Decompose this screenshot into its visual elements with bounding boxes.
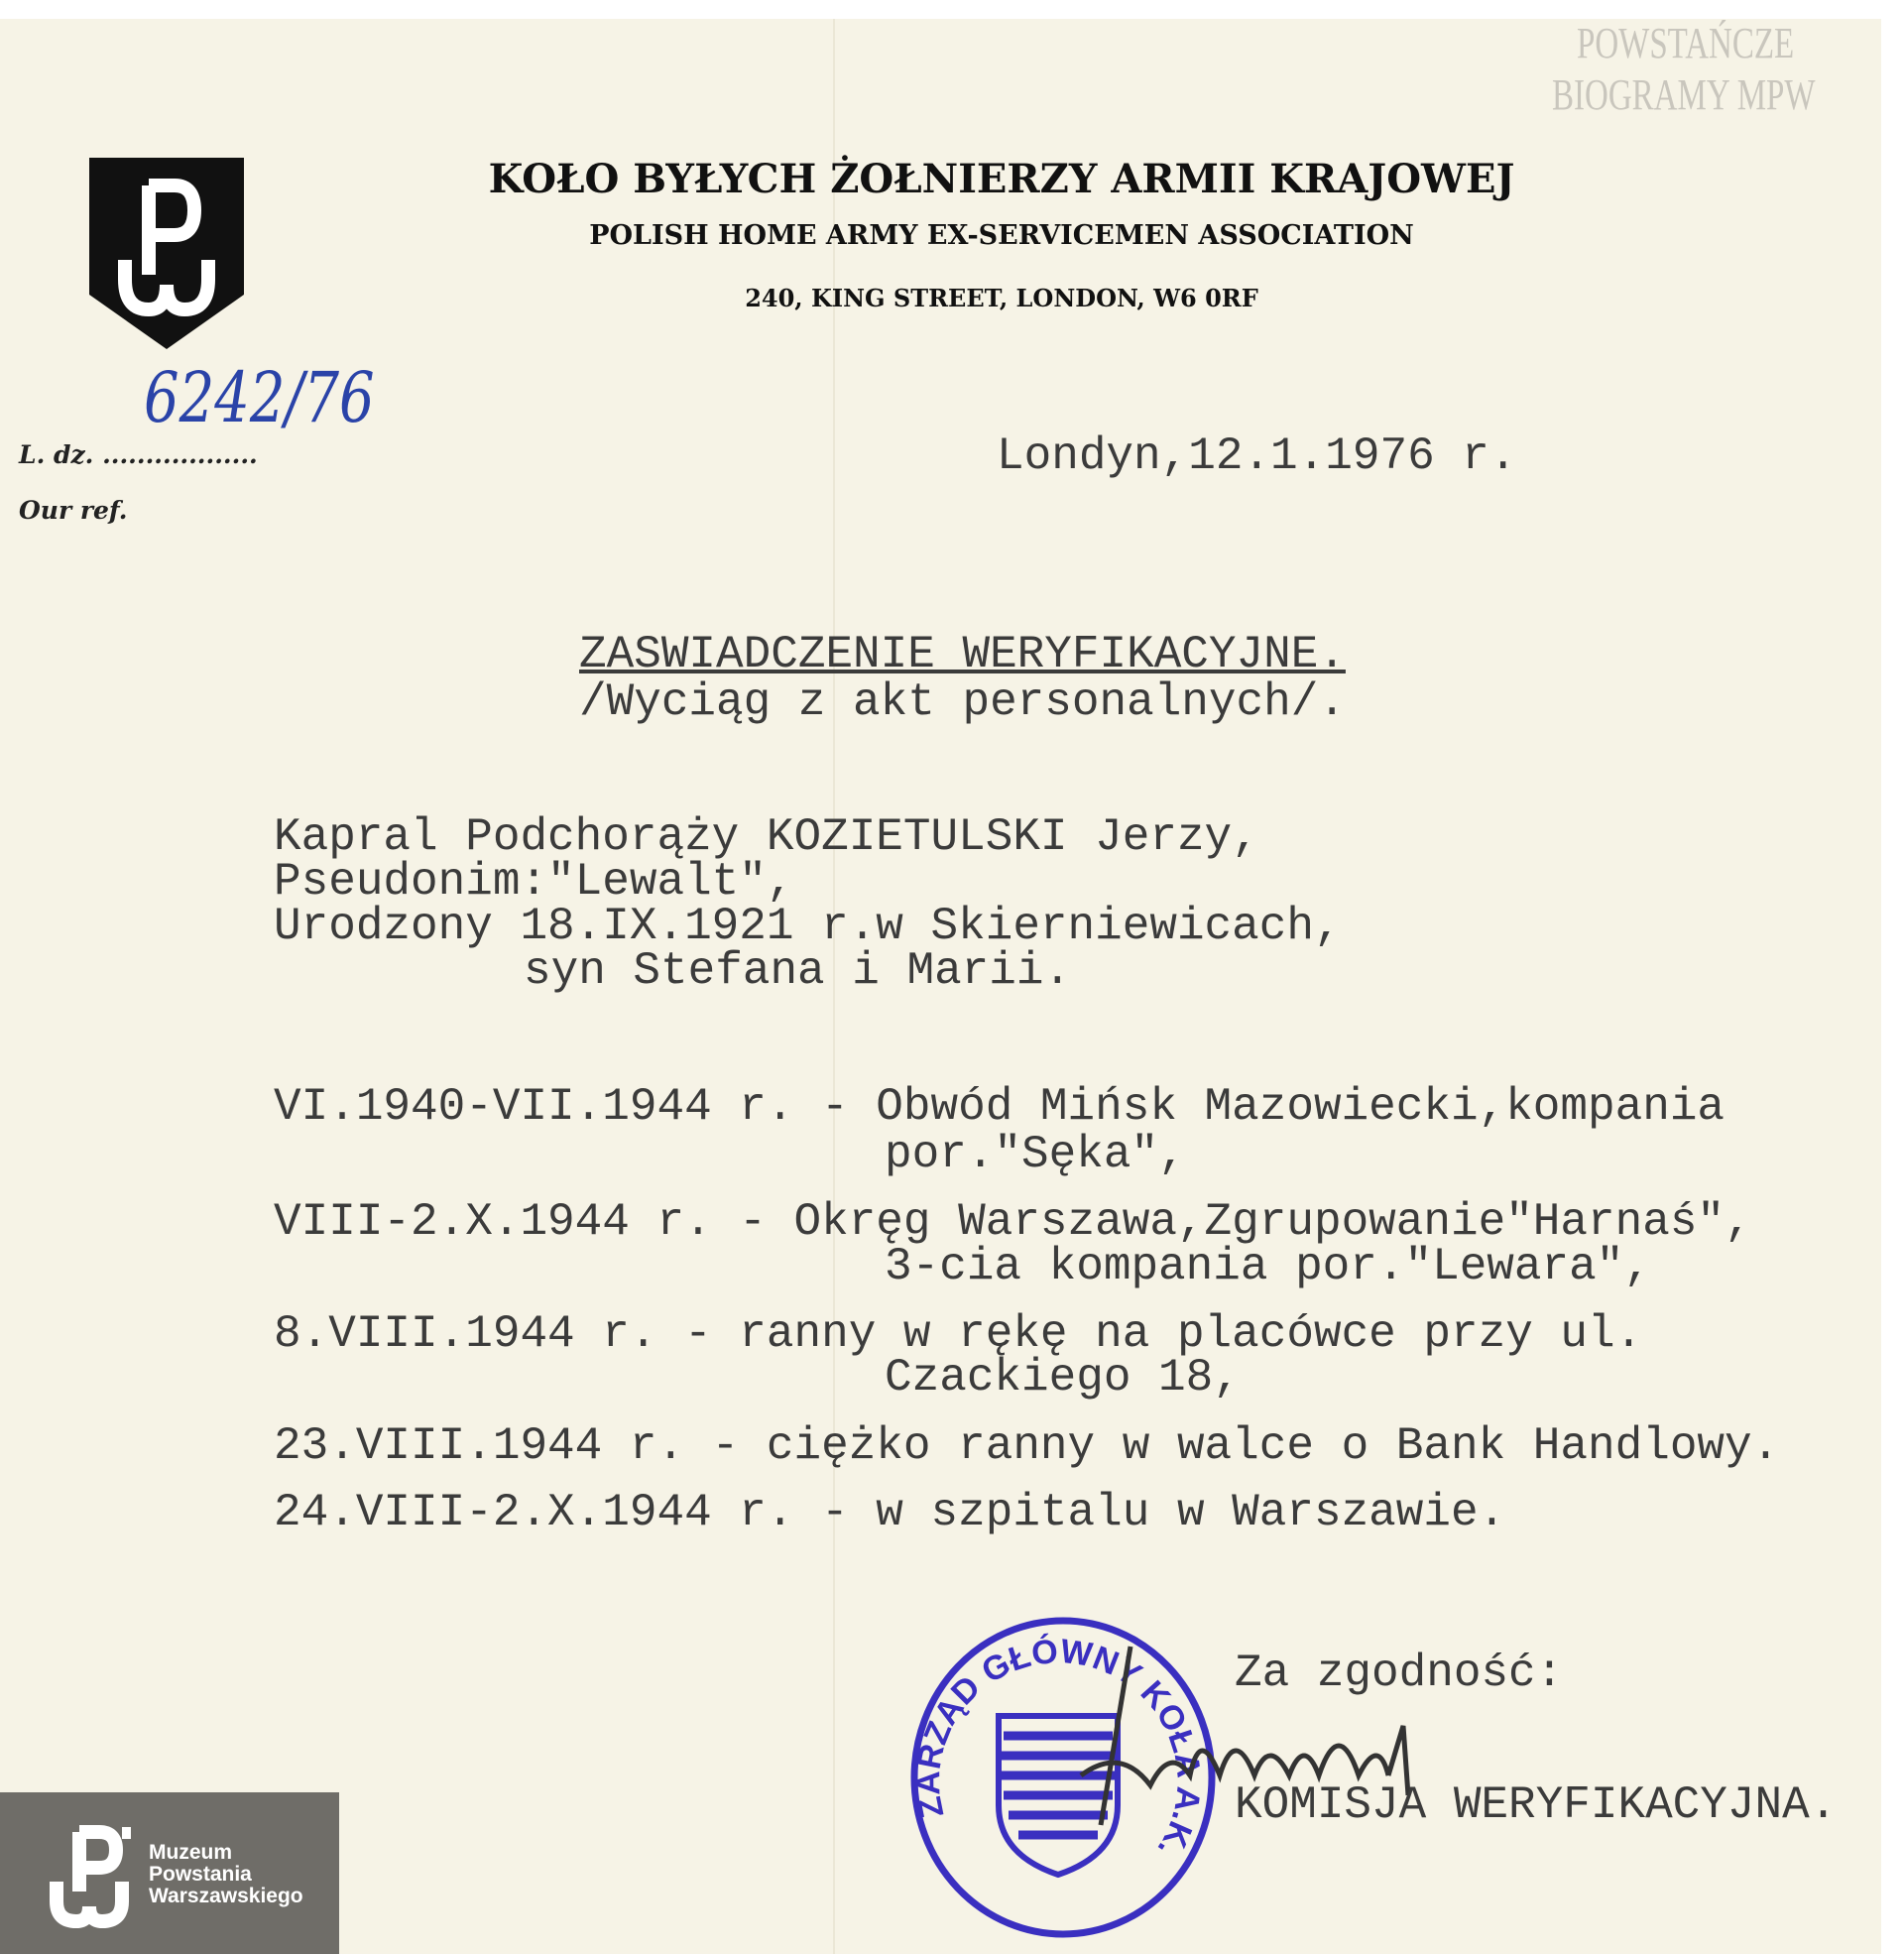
date: Londyn,12.1.1976 r. xyxy=(997,430,1517,482)
person-line: Kapral Podchorąży KOZIETULSKI Jerzy, xyxy=(274,811,1259,863)
handwritten-signature xyxy=(1021,1627,1537,1875)
document-subtitle: /Wyciąg z akt personalnych/. xyxy=(579,676,1346,728)
service-entry-continuation: 3-cia kompania por."Lewara", xyxy=(885,1241,1651,1292)
person-line: syn Stefana i Marii. xyxy=(524,945,1072,997)
watermark-line2: BIOGRAMY MPW xyxy=(1552,70,1816,119)
handwritten-reference-number: 6242/76 xyxy=(144,357,375,438)
service-entry: VIII-2.X.1944 r. - Okręg Warszawa,Zgrupowanie"Harnaś", xyxy=(274,1196,1752,1248)
museum-name: Muzeum Powstania Warszawskiego xyxy=(149,1841,303,1907)
person-line: Urodzony 18.IX.1921 r.w Skierniewicach, xyxy=(274,901,1342,952)
person-line: Pseudonim:"Lewalt", xyxy=(274,856,794,908)
service-entry: 24.VIII-2.X.1944 r. - w szpitalu w Warszawie. xyxy=(274,1487,1506,1538)
watermark-line1: POWSTAŃCZE xyxy=(1577,19,1795,67)
service-entry: 23.VIII.1944 r. - ciężko ranny w walce o Bank Handlowy. xyxy=(274,1420,1780,1472)
signatory: KOMISJA WERYFIKACYJNA. xyxy=(1235,1779,1838,1831)
letterhead-address: 240, KING STREET, LONDON, W6 0RF xyxy=(745,284,1258,312)
museum-logo xyxy=(0,1792,339,1954)
ldz-label: L. dz. .................. xyxy=(19,440,258,469)
service-entry-continuation: Czackiego 18, xyxy=(885,1352,1241,1404)
service-entry: VI.1940-VII.1944 r. - Obwód Mińsk Mazowiecki,kompania xyxy=(274,1081,1726,1133)
letterhead-title: KOŁO BYŁYCH ŻOŁNIERZY ARMII KRAJOWEJ xyxy=(488,156,1515,202)
our-ref-label: Our ref. xyxy=(19,496,128,525)
document-title: ZASWIADCZENIE WERYFIKACYJNE. xyxy=(579,629,1346,680)
museum-anchor-icon xyxy=(45,1822,134,1931)
stamp-text: ZARZĄD GŁÓWNY KOŁA A.K. xyxy=(909,1632,1208,1865)
service-entry-continuation: por."Sęka", xyxy=(885,1129,1186,1180)
service-entry: 8.VIII.1944 r. - ranny w rękę na placówce przy ul. xyxy=(274,1308,1643,1360)
signature-label: Za zgodność: xyxy=(1235,1648,1564,1699)
letterhead-subtitle: POLISH HOME ARMY EX-SERVICEMEN ASSOCIATION xyxy=(589,220,1414,251)
